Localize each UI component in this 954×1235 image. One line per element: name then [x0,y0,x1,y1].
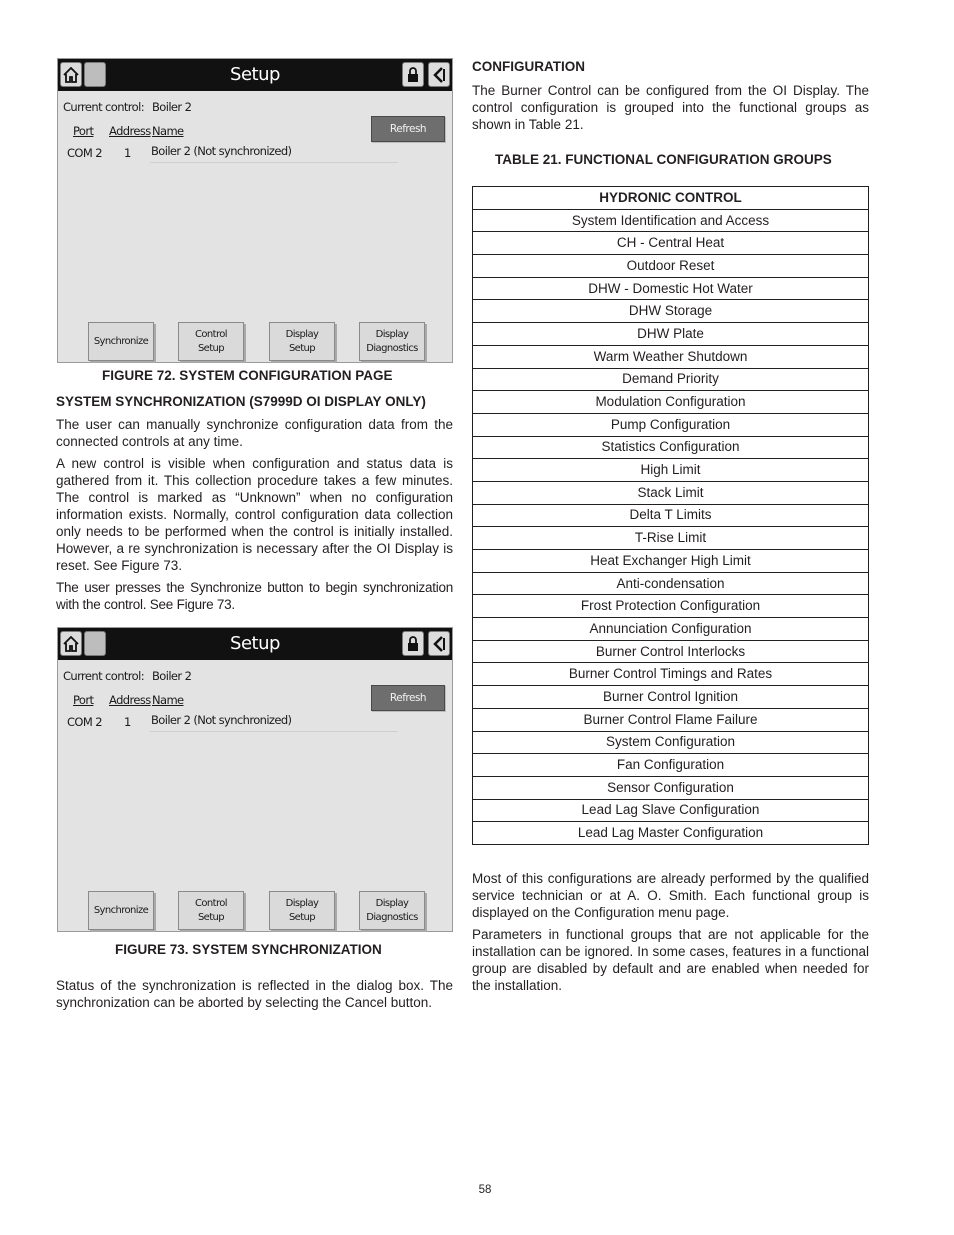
parameters-paragraph: Parameters in functional groups that are not applicable for the installation can be ignored. In some cases, features in a functional group are disabled by default and are enabled when needed for the installation. [472,927,869,993]
table-cell: Lead Lag Master Configuration [473,822,869,845]
sync-paragraph-3: The user presses the Synchronize button to begin synchronization with the control. See Figure 73. [56,580,453,612]
table-row [473,572,869,595]
current-control-label: Current control: [63,100,144,114]
table-row [473,550,869,573]
display-setup-button[interactable]: Display Setup [269,322,335,361]
table-row [473,436,869,459]
synchronize-button[interactable]: Synchronize [88,322,154,361]
control-row-port[interactable]: COM 2 [67,715,102,729]
back-arrow-icon[interactable] [428,62,450,87]
table-cell: Pump Configuration [473,413,869,436]
table-cell: High Limit [473,459,869,482]
control-row-address[interactable]: 1 [124,146,131,160]
table-row [473,504,869,527]
lock-icon[interactable] [402,631,424,656]
table-row [473,663,869,686]
synchronize-button[interactable]: Synchronize [88,891,154,930]
address-column-header[interactable]: Address [109,124,151,138]
table-cell: Burner Control Ignition [473,686,869,709]
table-row [473,255,869,278]
table-header-row [473,187,869,210]
table-cell: Frost Protection Configuration [473,595,869,618]
address-column-header[interactable]: Address [109,693,151,707]
table-cell: System Identification and Access [473,209,869,232]
page-number: 58 [478,1184,492,1196]
table-row [473,277,869,300]
control-row-port[interactable]: COM 2 [67,146,102,160]
table-cell: Modulation Configuration [473,391,869,414]
table-row [473,459,869,482]
table-cell: Anti-condensation [473,572,869,595]
table-row [473,368,869,391]
configuration-heading: CONFIGURATION [472,59,585,74]
functional-configuration-groups-table [472,186,869,845]
table-row [473,686,869,709]
table-row [473,708,869,731]
table-cell: DHW Storage [473,300,869,323]
table-row [473,799,869,822]
control-row-name[interactable]: Boiler 2 (Not synchronized) [151,144,292,158]
table-cell: Annunciation Configuration [473,618,869,641]
table-cell: Statistics Configuration [473,436,869,459]
control-setup-button[interactable]: Control Setup [178,891,244,930]
table-row [473,640,869,663]
control-row-address[interactable]: 1 [124,715,131,729]
table-cell: Burner Control Timings and Rates [473,663,869,686]
table-row [473,731,869,754]
table-cell: T-Rise Limit [473,527,869,550]
table-cell: Fan Configuration [473,754,869,777]
row-divider [150,731,398,732]
table-row [473,822,869,845]
current-control-label: Current control: [63,669,144,683]
table-cell: Burner Control Interlocks [473,640,869,663]
configuration-paragraph: The Burner Control can be configured from the OI Display. The control configuration is grouped into the functional groups as shown in Table 21. [472,83,869,132]
display-setup-button[interactable]: Display Setup [269,891,335,930]
table-cell: Sensor Configuration [473,776,869,799]
table-cell: Demand Priority [473,368,869,391]
back-arrow-icon[interactable] [428,631,450,656]
figure-73-caption: FIGURE 73. SYSTEM SYNCHRONIZATION [115,942,382,957]
table-cell: CH - Central Heat [473,232,869,255]
sync-paragraph-2: A new control is visible when configuration and status data is gathered from it. This collection procedure takes a few minutes. The control is marked as “Unknown” when no configuration information exists. Normally, control configuration data collection only needs to be performed when the control is initially installed. However, a re synchronization is necessary after the OI Display is reset. See Figure 73. [56,456,453,573]
name-column-header[interactable]: Name [152,693,184,707]
table-cell: Warm Weather Shutdown [473,345,869,368]
table-row [473,481,869,504]
table-row [473,618,869,641]
system-synchronization-heading: SYSTEM SYNCHRONIZATION (S7999D OI DISPLAY ONLY) [56,394,426,409]
table-row [473,776,869,799]
current-control-value: Boiler 2 [152,669,192,683]
lock-icon[interactable] [402,62,424,87]
table-cell: DHW - Domestic Hot Water [473,277,869,300]
table-row [473,232,869,255]
table-cell: Lead Lag Slave Configuration [473,799,869,822]
table-row [473,754,869,777]
port-column-header[interactable]: Port [73,693,94,707]
table-row [473,413,869,436]
table-row [473,391,869,414]
table-cell: System Configuration [473,731,869,754]
screen-title: Setup [230,64,280,85]
figure-72-caption: FIGURE 72. SYSTEM CONFIGURATION PAGE [102,368,393,383]
table-cell: Delta T Limits [473,504,869,527]
table-row [473,595,869,618]
table-cell: Outdoor Reset [473,255,869,278]
display-diagnostics-button[interactable]: Display Diagnostics [359,322,425,361]
setup-screen-figure-72 [57,58,453,363]
sync-paragraph-1: The user can manually synchronize configuration data from the connected controls at any time. [56,417,453,449]
screen-title: Setup [230,633,280,654]
display-diagnostics-button[interactable]: Display Diagnostics [359,891,425,930]
screen-title-bar [58,628,452,660]
table-cell: DHW Plate [473,323,869,346]
table-21-title: TABLE 21. FUNCTIONAL CONFIGURATION GROUPS [495,152,832,167]
refresh-button[interactable]: Refresh [371,685,445,711]
row-divider [150,162,398,163]
current-control-value: Boiler 2 [152,100,192,114]
table-header-cell: HYDRONIC CONTROL [473,187,869,210]
control-setup-button[interactable]: Control Setup [178,322,244,361]
table-cell: Stack Limit [473,481,869,504]
table-row [473,527,869,550]
setup-screen-figure-73 [57,627,453,932]
port-column-header[interactable]: Port [73,124,94,138]
table-cell: Burner Control Flame Failure [473,708,869,731]
table-row [473,300,869,323]
configuration-note-paragraph: Most of this configurations are already performed by the qualified service technician or at A. O. Smith. Each functional group is displayed on the Configuration menu page. [472,871,869,920]
name-column-header[interactable]: Name [152,124,184,138]
control-row-name[interactable]: Boiler 2 (Not synchronized) [151,713,292,727]
table-cell: Heat Exchanger High Limit [473,550,869,573]
table-row [473,209,869,232]
refresh-button[interactable]: Refresh [371,116,445,142]
sync-status-paragraph: Status of the synchronization is reflected in the dialog box. The synchronization can be aborted by selecting the Cancel button. [56,978,453,1010]
screen-title-bar [58,59,452,91]
table-row [473,345,869,368]
table-row [473,323,869,346]
